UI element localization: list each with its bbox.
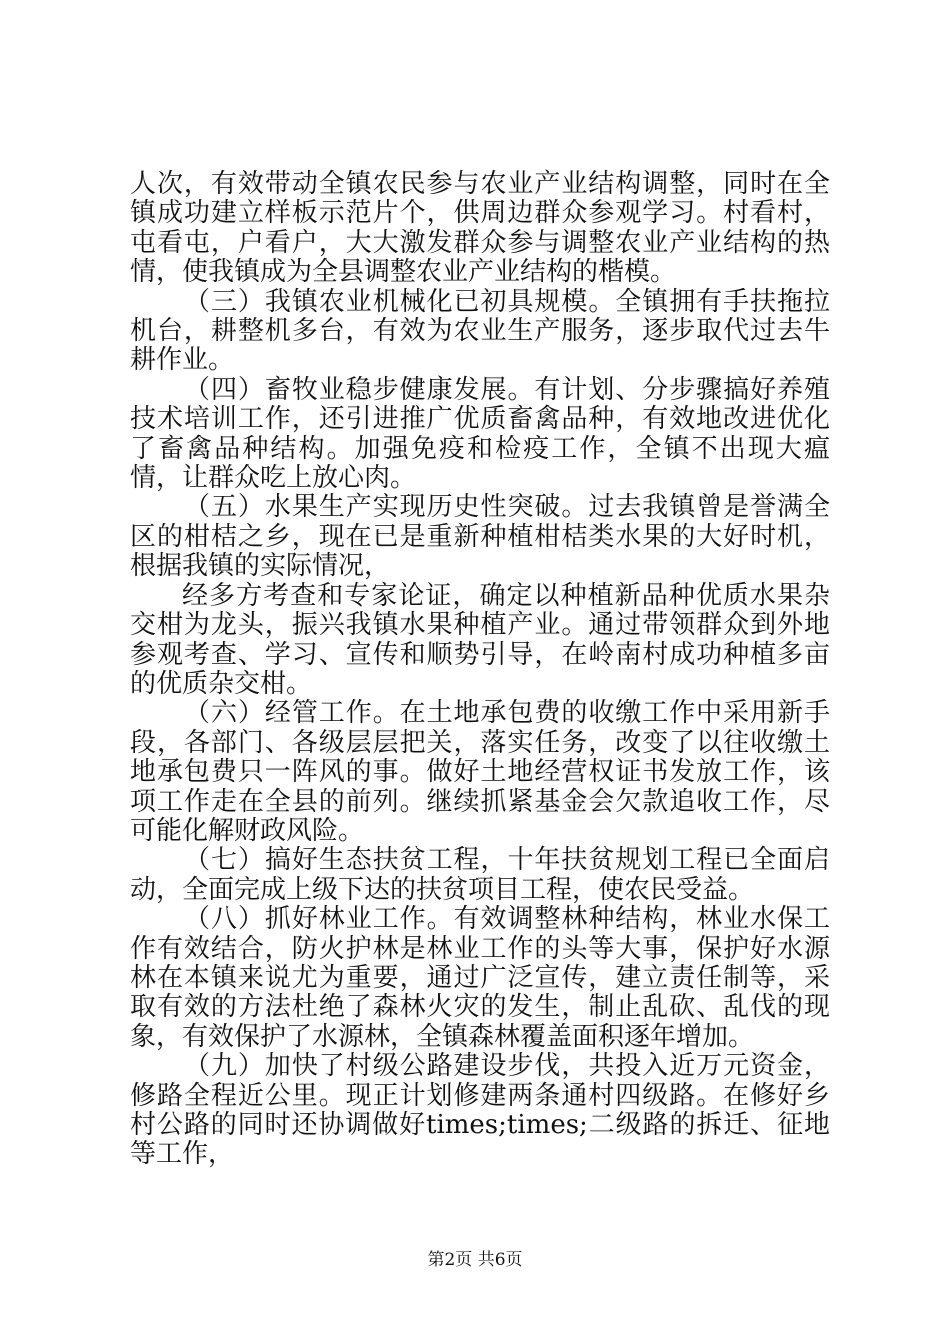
paragraph: （五）水果生产实现历史性突破。过去我镇曾是誉满全区的柑桔之乡，现在已是重新种植柑桔类水果的大好时机，根据我镇的实际情况， [130, 492, 830, 582]
paragraph: 经多方考查和专家论证，确定以种植新品种优质水果杂交柑为龙头，振兴我镇水果种植产业。通过带领群众到外地参观考查、学习、宣传和顺势引导，在岭南村成功种植多亩的优质杂交柑。 [130, 580, 830, 699]
document-body [130, 170, 830, 1170]
paragraph: （四）畜牧业稳步健康发展。有计划、分步骤搞好养殖技术培训工作，还引进推广优质畜禽品种，有效地改进优化了畜禽品种结构。加强免疫和检疫工作，全镇不出现大瘟情，让群众吃上放心肉。 [130, 374, 830, 494]
paragraph: 人次，有效带动全镇农民参与农业产业结构调整，同时在全镇成功建立样板示范片个，供周边群众参观学习。村看村，屯看屯，户看户，大大激发群众参与调整农业产业结构的热情，使我镇成为全县调整农业产业结构的楷模。 [130, 169, 830, 288]
paragraph: （八）抓好林业工作。有效调整林种结构，林业水保工作有效结合，防火护林是林业工作的头等大事，保护好水源林在本镇来说尤为重要，通过广泛宣传，建立责任制等，采取有效的方法杜绝了森林火灾的发生，制止乱砍、乱伐的现象，有效保护了水源林，全镇森林覆盖面积逐年增加。 [130, 904, 830, 1052]
paragraph: （三）我镇农业机械化已初具规模。全镇拥有手扶拖拉机台，耕整机多台，有效为农业生产服务，逐步取代过去牛耕作业。 [130, 286, 830, 376]
paragraph: （七）搞好生态扶贫工程，十年扶贫规划工程已全面启动，全面完成上级下达的扶贫项目工程，使农民受益。 [130, 845, 830, 905]
paragraph: （六）经管工作。在土地承包费的收缴工作中采用新手段，各部门、各级层层把关，落实任务，改变了以往收缴土地承包费只一阵风的事。做好土地经营权证书发放工作，该项工作走在全县的前列。继续抓紧基金会欠款追收工作，尽可能化解财政风险。 [130, 698, 830, 846]
paragraph: （九）加快了村级公路建设步伐，共投入近万元资金，修路全程近公里。现正计划修建两条通村四级路。在修好乡村公路的同时还协调做好times;times;二级路的拆迁、征地等工作， [130, 1051, 830, 1170]
page-footer: 第2页 共6页 [427, 1250, 523, 1270]
